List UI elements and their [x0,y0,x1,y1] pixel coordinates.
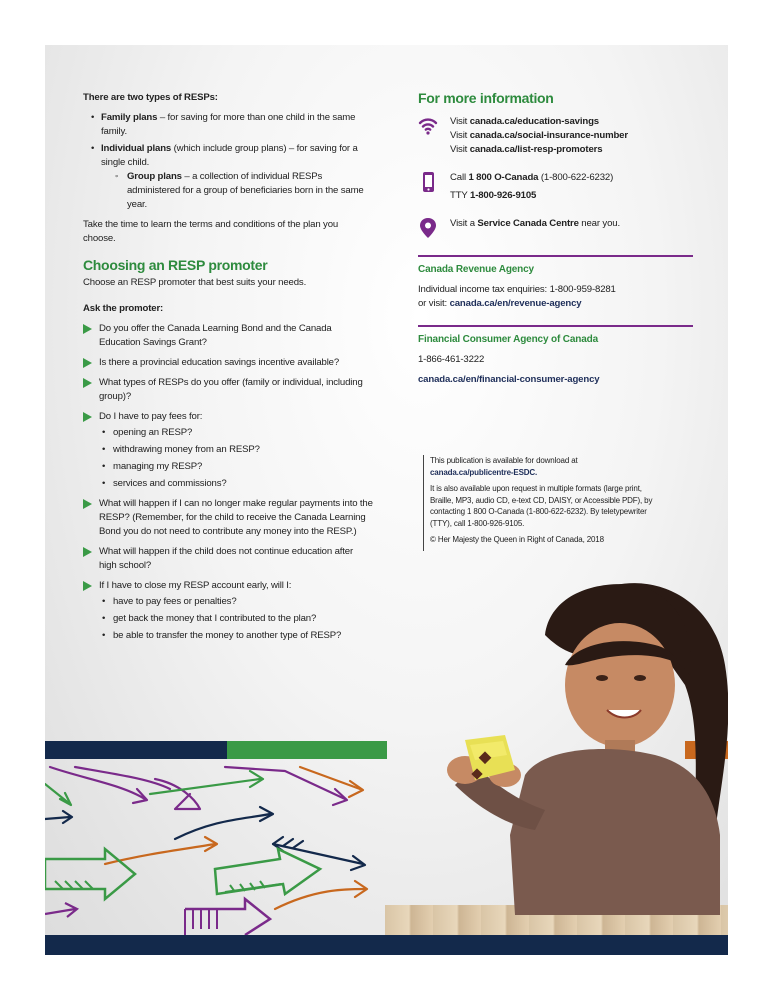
location-info-row [418,217,693,247]
question-item: Is there a provincial education savings incentive available? [83,356,373,370]
arrow-bullet-icon [83,358,92,368]
group-plans-sublist [101,170,373,212]
list-item: • have to pay fees or penalties? [113,595,373,609]
web-link[interactable]: canada.ca/social-insurance-number [469,130,628,141]
choosing-text: Choose an RESP promoter that best suits your needs. [83,277,307,288]
web-link[interactable]: canada.ca/education-savings [469,116,599,127]
cra-link[interactable]: canada.ca/en/revenue-agency [449,298,582,309]
stripe-navy [45,741,227,759]
web-link-line: Visit canada.ca/list-resp-promoters [450,144,603,155]
tty-line: TTY 1-800-926-9105 [450,190,537,201]
group-plans-item: ◦ Group plans – a collection of individual RESPs administered for a group of beneficiaries born in the same year. [127,170,373,212]
document-page [45,45,728,955]
family-plans-item: • Family plans – for saving for more than one child in the same family. [101,111,373,139]
list-item: • services and commissions? [113,477,373,491]
ask-heading: Ask the promoter: [83,303,164,314]
question-item: Do I have to pay fees for: • opening an RESP? • withdrawing money from an RESP? • managing my RESP? • services and commissions? [83,410,373,491]
arrow-bullet-icon [83,324,92,334]
publicentre-link[interactable]: canada.ca/publicentre-ESDC. [430,467,538,477]
web-info-row [418,115,693,161]
close-early-list [99,595,373,643]
right-column [418,91,693,387]
list-item: • get back the money that I contributed to the plan? [113,612,373,626]
question-item: What will happen if I can no longer make regular payments into the RESP? (Remember, for the child to receive the Canada Learning Bond you do not need to contribute any money into the RESP.) [83,497,373,539]
section-divider [418,325,693,327]
list-item: • opening an RESP? [113,426,373,440]
web-link[interactable]: canada.ca/list-resp-promoters [469,144,603,155]
publication-note [423,455,660,551]
fcac-heading: Financial Consumer Agency of Canada [418,334,598,345]
question-item: If I have to close my RESP account early, will I: • have to pay fees or penalties? • get back the money that I contributed to the plan? • be able to transfer the money to another type of RESP? [83,579,373,643]
service-canada-line: Visit a Service Canada Centre near you. [450,218,620,229]
call-line: Call 1 800 O-Canada (1-800-622-6232) [450,172,614,183]
list-item: • managing my RESP? [113,460,373,474]
cra-visit-line: or visit: canada.ca/en/revenue-agency [418,298,582,309]
resp-types-list [83,111,373,212]
wifi-icon [418,115,438,137]
location-pin-icon [418,217,438,239]
arrow-bullet-icon [83,581,92,591]
copyright-text: © Her Majesty the Queen in Right of Canada, 2018 [430,535,604,544]
girl-with-toy-image [395,575,728,915]
arrow-bullet-icon [83,378,92,388]
left-column [83,91,373,646]
section-divider [418,255,693,257]
web-link-line: Visit canada.ca/education-savings [450,116,599,127]
bottom-navy-band [45,935,728,955]
download-line: This publication is available for download at canada.ca/publicentre-ESDC. [430,456,578,477]
green-block-arrow [45,849,135,899]
question-item: What will happen if the child does not continue education after high school? [83,545,373,573]
fcac-phone: 1-866-461-3222 [418,354,485,365]
cra-heading: Canada Revenue Agency [418,264,534,275]
web-link-line: Visit canada.ca/social-insurance-number [450,130,628,141]
individual-plans-item: • Individual plans (which include group plans) – for saving for a single child. ◦ Group plans – a collection of individual RESPs administered for a group of beneficiaries born in the same year. [101,142,373,212]
list-item: • withdrawing money from an RESP? [113,443,373,457]
list-item: • be able to transfer the money to another type of RESP? [113,629,373,643]
cra-text: Individual income tax enquiries: 1-800-959-8281 [418,284,616,295]
stripe-green [227,741,387,759]
arrows-illustration [45,759,385,935]
more-info-heading: For more information [418,90,554,106]
arrow-bullet-icon [83,499,92,509]
arrow-bullet-icon [83,547,92,557]
question-item: What types of RESPs do you offer (family or individual, including group)? [83,376,373,404]
question-item: Do you offer the Canada Learning Bond and the Canada Education Savings Grant? [83,322,373,350]
choosing-heading: Choosing an RESP promoter [83,257,268,273]
formats-text: It is also available upon request in multiple formats (large print, Braille, MP3, audio CD, e-text CD, DAISY, or Accessible PDF), by contacting 1 800 O-Canada (1-800-622-6232). By teletypewriter (TTY), call 1-800-926-9105. [430,484,653,528]
green-block-arrow-2 [215,849,320,894]
arrow-bullet-icon [83,412,92,422]
fcac-link[interactable]: canada.ca/en/financial-consumer-agency [418,374,600,385]
terms-text: Take the time to learn the terms and conditions of the plan you choose. [83,219,339,244]
phone-icon [418,171,438,193]
phone-info-row [418,171,693,207]
fees-list [99,426,373,491]
types-heading: There are two types of RESPs: [83,92,218,103]
purple-block-arrow [185,899,270,935]
